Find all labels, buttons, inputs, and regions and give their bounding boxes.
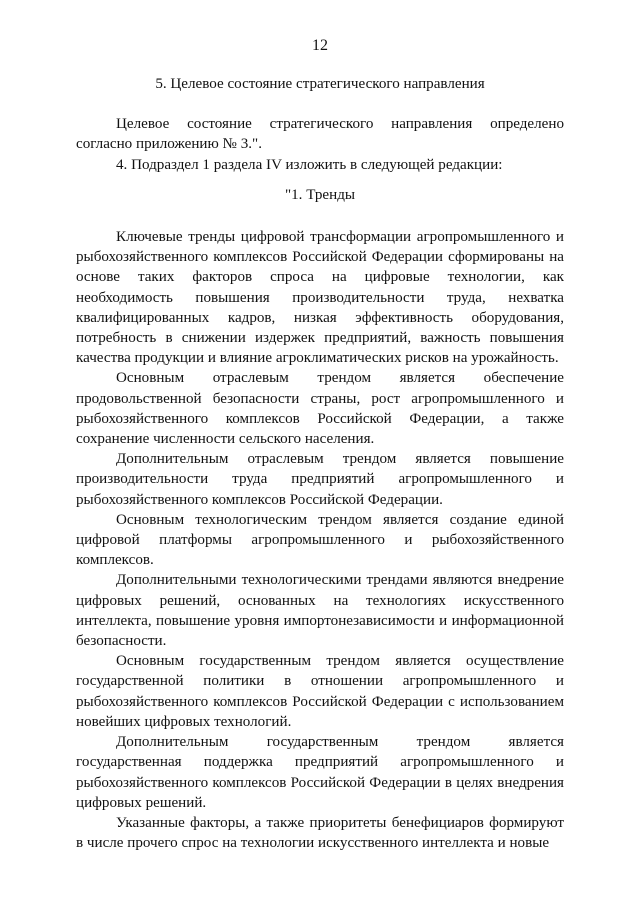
paragraph: Ключевые тренды цифровой трансформации агропромышленного и рыбохозяйственного комплексов Российской Федерации сформированы на основе таких факторов спроса на цифровые технологии, как необходимость повышения производительности труда, нехватка квалифицированных кадров, низкая эффективность оборудования, потребность в снижении издержек предприятий, важность повышения качества продукции и влияние агроклиматических рисков на урожайность. bbox=[76, 229, 564, 367]
paragraph: Указанные факторы, а также приоритеты бенефициаров формируют в числе прочего спрос на технологии искусственного интеллекта и новые bbox=[76, 814, 564, 852]
page-number: 12 bbox=[312, 37, 328, 54]
paragraph: Дополнительным отраслевым трендом является повышение производительности труда предприятий агропромышленного и рыбохозяйственного комплексов Российской Федерации. bbox=[76, 451, 564, 508]
subsection-title: "1. Тренды bbox=[284, 186, 356, 203]
document-body bbox=[76, 74, 564, 853]
paragraph: 4. Подраздел 1 раздела IV изложить в следующей редакции: bbox=[116, 156, 503, 173]
paragraph: Основным государственным трендом является осуществление государственной политики в отношении агропромышленного и рыбохозяйственного комплексов Российской Федерации с использованием новейших цифровых технологий. bbox=[76, 653, 564, 730]
section-heading: 5. Целевое состояние стратегического направления bbox=[155, 76, 485, 92]
paragraph: Целевое состояние стратегического направления определено согласно приложению № 3.". bbox=[76, 116, 564, 153]
paragraph: Основным технологическим трендом является создание единой цифровой платформы агропромышленного и рыбохозяйственного комплексов. bbox=[76, 511, 564, 569]
paragraph: Дополнительными технологическими трендами являются внедрение цифровых решений, основанных на технологиях искусственного интеллекта, повышение уровня импортонезависимости и информационной безопасности. bbox=[76, 572, 564, 650]
paragraph: Основным отраслевым трендом является обеспечение продовольственной безопасности страны, рост агропромышленного и рыбохозяйственного комплексов Российской Федерации, а также сохранение численности сельского населения. bbox=[76, 370, 564, 448]
paragraph: Дополнительным государственным трендом является государственная поддержка предприятий агропромышленного и рыбохозяйственного комплексов Российской Федерации в целях внедрения цифровых решений. bbox=[76, 734, 564, 811]
